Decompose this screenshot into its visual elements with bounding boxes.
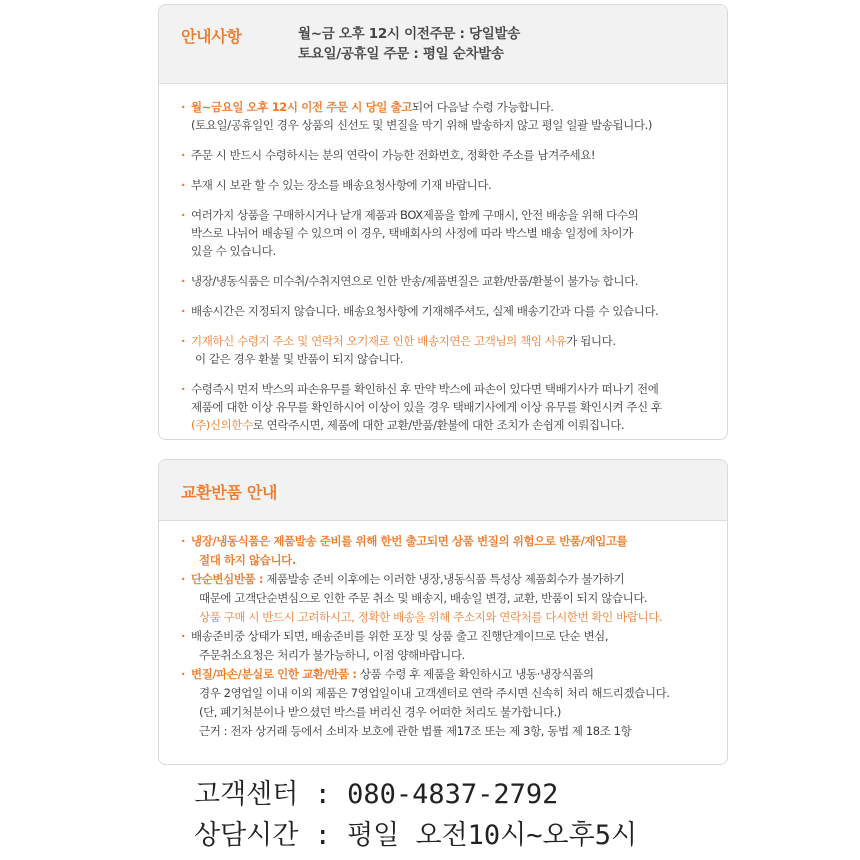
exchange-item (181, 665, 717, 741)
notice-item (181, 206, 717, 260)
notice-item-text: · 배송시간은 지정되지 않습니다. 배송요청사항에 기재해주셔도, 실제 배송기간과 다를 수 있습니다. (181, 302, 717, 320)
weekend-shipping-line: 토요일/공휴일 주문 : 평일 순차발송 (298, 46, 504, 62)
exchange-item-text: 상품 수령 후 제품을 확인하시고 냉동·냉장식품의 (356, 667, 594, 681)
notice-item-text: (토요일/공휴일인 경우 상품의 신선도 및 변질을 막기 위해 발송하지 않고 평일 일괄 발송됩니다.) (191, 118, 652, 132)
consultation-hours: 상담시간 : 평일 오전10시~오후5시 (194, 820, 638, 851)
notice-item (181, 302, 717, 320)
notice-item-text: · 주문 시 반드시 수령하시는 분의 연락이 가능한 전화번호, 정확한 주소를 남겨주세요! (181, 146, 717, 164)
exchange-item (181, 532, 717, 570)
notice-item-highlight: 기재하신 수령지 주소 및 연락처 오기재로 인한 배송지연은 고객님의 책임 사유 (191, 334, 567, 348)
notice-item-text: 이 같은 경우 환불 및 반품이 되지 않습니다. (195, 352, 404, 366)
exchange-item-text: 때문에 고객단순변심으로 인한 주문 취소 및 배송지, 배송일 변경, 교환, 반품이 되지 않습니다. (199, 591, 648, 605)
notice-item (181, 380, 717, 434)
notice-item-text: 있을 수 있습니다. (191, 244, 276, 258)
notice-card (158, 4, 728, 440)
exchange-item-highlight: 절대 하지 않습니다. (199, 553, 296, 567)
customer-center-phone: 고객센터 : 080-4837-2792 (194, 779, 559, 810)
exchange-item-label: 변질/파손/분실로 인한 교환/반품 : (191, 667, 357, 681)
exchange-item-text: 주문취소요청은 처리가 불가능하니, 이점 양해바랍니다. (199, 648, 465, 662)
weekday-shipping-line: 월~금 오후 12시 이전주문 : 당일발송 (298, 26, 520, 42)
notice-item (181, 176, 717, 194)
exchange-item-text: 경우 2영업일 이내 이외 제품은 7영업일이내 고객센터로 연락 주시면 신속히 처리 해드리겠습니다. (199, 686, 670, 700)
notice-item (181, 146, 717, 164)
exchange-title: 교환반품 안내 (181, 483, 278, 502)
company-name: (주)신의한수 (191, 418, 253, 432)
notice-item-text: · 냉장/냉동식품은 미수취/수취지연으로 인한 반송/제품변질은 교환/반품/환불이 불가능 합니다. (181, 272, 717, 290)
exchange-item-highlight: · 냉장/냉동식품은 제품발송 준비를 위해 한번 출고되면 상품 변질의 위험으로 반품/재입고를 (181, 532, 717, 551)
exchange-item (181, 627, 717, 665)
exchange-item-label: 단순변심반품 : (191, 572, 264, 586)
exchange-list (181, 532, 717, 741)
notice-item-text: 박스로 나뉘어 배송될 수 있으며 이 경우, 택배회사의 사정에 따라 박스별 배송 일정에 차이가 (191, 226, 633, 240)
notice-item-text: 되어 다음날 수령 가능합니다. (412, 100, 554, 114)
notice-item (181, 332, 717, 368)
exchange-header (159, 460, 727, 521)
exchange-item-text: 제품발송 준비 이후에는 이러한 냉장,냉동식품 특성상 제품회수가 불가하기 (263, 572, 625, 586)
notice-item-text: 제품에 대한 이상 유무를 확인하시어 이상이 있을 경우 택배기사에게 이상 유무를 확인시켜 주신 후 (191, 400, 662, 414)
notice-title: 안내사항 (181, 27, 242, 46)
notice-item-text: 가 됩니다. (566, 334, 616, 348)
exchange-item-text: (단, 폐기처분이나 받으셨던 박스를 버리신 경우 어떠한 처리도 불가합니다.) (199, 705, 561, 719)
notice-item (181, 98, 717, 134)
notice-item-highlight: 월~금요일 오후 12시 이전 주문 시 당일 출고 (191, 100, 413, 114)
notice-list (181, 98, 717, 440)
notice-item-text: · 수령즉시 먼저 박스의 파손유무를 확인하신 후 만약 박스에 파손이 있다면 택배기사가 떠나기 전에 (181, 380, 717, 398)
shipping-schedule (298, 24, 520, 64)
notice-item-text: · 부재 시 보관 할 수 있는 장소를 배송요청사항에 기재 바랍니다. (181, 176, 717, 194)
notice-item (181, 272, 717, 290)
notice-item-text: · 여러가지 상품을 구매하시거나 낱개 제품과 BOX제품을 함께 구매시, 안전 배송을 위해 다수의 (181, 206, 717, 224)
notice-item-text: 로 연락주시면, 제품에 대한 교환/반품/환불에 대한 조치가 손쉽게 이뤄집니다. (252, 418, 625, 432)
exchange-card (158, 459, 728, 765)
exchange-item (181, 570, 717, 627)
notice-header (159, 5, 727, 84)
exchange-item-highlight: 상품 구매 시 반드시 고려하시고, 정확한 배송을 위해 주소지와 연락처를 다시한번 확인 바랍니다. (199, 610, 663, 624)
exchange-item-text: · 배송준비중 상태가 되면, 배송준비를 위한 포장 및 상품 출고 진행단계이므로 단순 변심, (181, 627, 717, 646)
legal-basis-text: 근거 : 전자 상거래 등에서 소비자 보호에 관한 법률 제17조 또는 제 3항, 동법 제 18조 1항 (199, 724, 632, 738)
